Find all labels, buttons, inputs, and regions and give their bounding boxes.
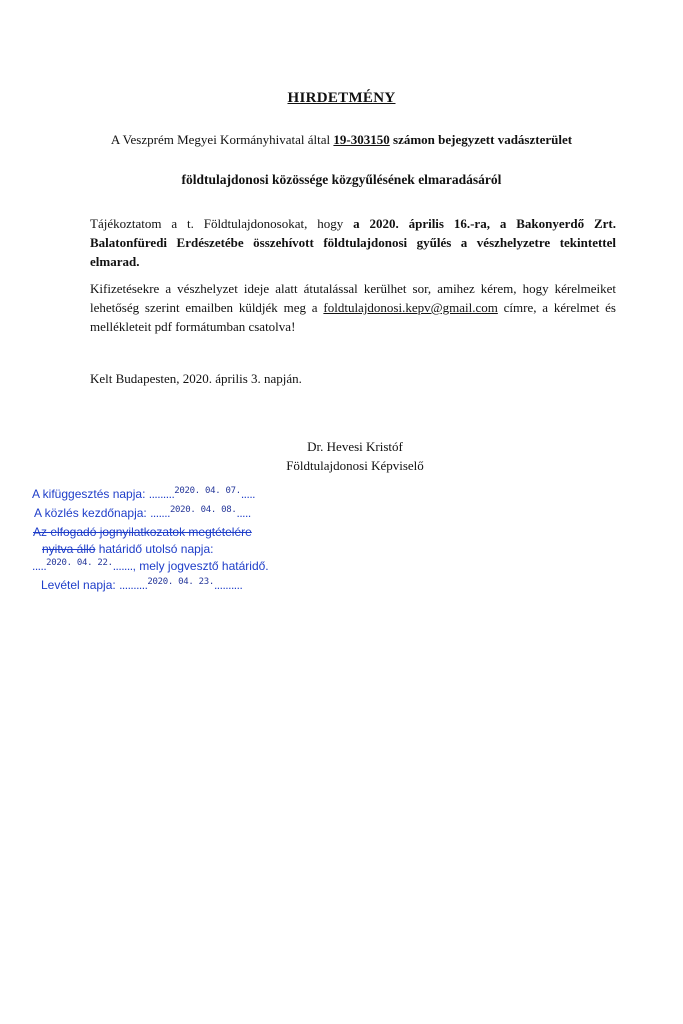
paragraph2-text-end: címre, a kérelmet és mellékleteit pdf formátumban csatolva!: [90, 300, 616, 334]
paragraph2-text: Kifizetésekre a vészhelyzet ideje alatt átutalással kerülhet sor, amihez kérem, hogy kérelmeiket lehetőség szerint emailben küldjék meg a: [90, 281, 616, 315]
stamp-posted-label: A kifüggesztés napja:: [32, 487, 146, 501]
stamp-deadline-value: 2020. 04. 22.: [46, 558, 113, 568]
stamp-posted-value: 2020. 04. 07.: [174, 486, 241, 496]
paragraph1-text: Tájékoztatom a t. Földtulajdonosokat, hogy: [90, 216, 354, 231]
paragraph1-bold: a 2020. április 16.-ra, a Bakonyerdő Zrt. Balatonfüredi Erdészetébe összehívott földtulajdonosi gyűlés a vészhelyzetre tekintettel elmarad.: [90, 216, 616, 269]
stamp-dots: ..........: [119, 578, 148, 592]
subtitle: földtulajdonosi közössége közgyűlésének elmaradásáról: [181, 172, 502, 187]
stamp-deadline-row3: [22, 558, 272, 577]
stamp-dots: .....: [236, 506, 251, 520]
stamp-start-row: [22, 505, 272, 524]
stamp-start-value: 2020. 04. 08.: [169, 505, 237, 515]
stamp-removal-row: [22, 577, 272, 596]
stamp-dots: .......: [112, 559, 133, 573]
intro-before: A Veszprém Megyei Kormányhivatal által: [110, 132, 334, 147]
signature-name: Dr. Hevesi Kristóf: [307, 439, 403, 454]
stamp-start-label: A közlés kezdőnapja:: [34, 506, 147, 520]
stamp-deadline-row1: [22, 524, 272, 541]
stamp-posted-row: [22, 486, 272, 505]
stamp-deadline-row2: [22, 541, 272, 558]
paragraph-announcement: [90, 214, 616, 271]
intro-after: számon bejegyzett vadászterület: [389, 132, 573, 147]
intro-line: [0, 132, 683, 148]
signature-block: [260, 437, 450, 475]
date-line: Kelt Budapesten, 2020. április 3. napján.: [90, 371, 302, 386]
stamp-deadline-line1: Az elfogadó jognyilatkozatok megtételére: [33, 525, 252, 539]
email-link[interactable]: foldtulajdonosi.kepv@gmail.com: [323, 300, 498, 315]
stamp-dots: .....: [32, 559, 47, 573]
signature-role: Földtulajdonosi Képviselő: [286, 458, 424, 473]
stamp-deadline-strike: nyitva álló: [42, 542, 96, 556]
stamp-dots: ..........: [213, 578, 243, 592]
stamp-deadline-suffix: , mely jogvesztő határidő.: [132, 559, 269, 573]
page-title: HIRDETMÉNY: [287, 90, 396, 106]
official-stamp: [22, 486, 272, 596]
stamp-removal-value: 2020. 04. 23.: [147, 577, 214, 587]
stamp-deadline-line2: határidő utolsó napja:: [95, 542, 214, 556]
stamp-dots: .....: [240, 487, 255, 501]
registration-number: 19-303150: [333, 132, 390, 147]
paragraph-payments: [90, 279, 616, 336]
stamp-dots: .......: [150, 506, 170, 520]
stamp-dots: .........: [148, 487, 175, 501]
stamp-removal-label: Levétel napja:: [41, 578, 116, 592]
